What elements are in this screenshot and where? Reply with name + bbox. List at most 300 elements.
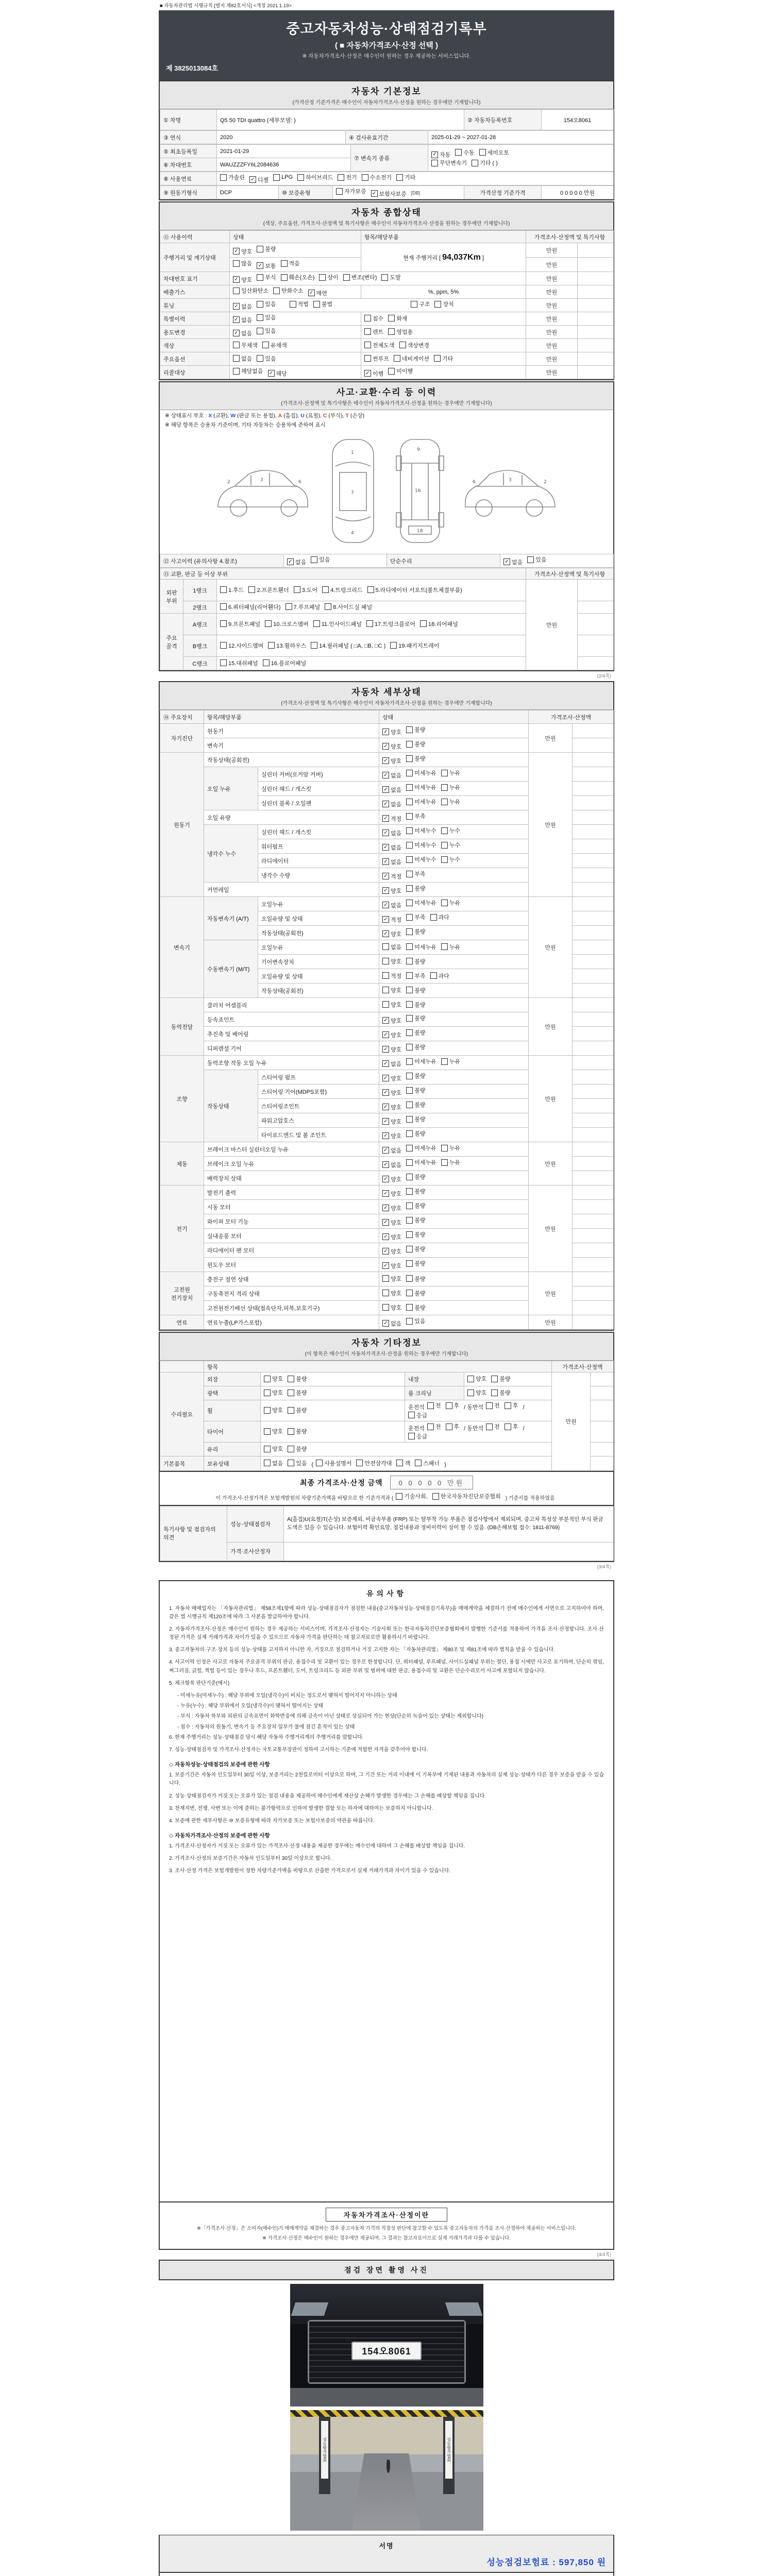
checkbox-box[interactable]: [406, 1290, 413, 1296]
checkbox-box[interactable]: [455, 149, 462, 156]
checkbox-box[interactable]: [441, 856, 448, 863]
checkbox-box[interactable]: ✓: [382, 1104, 389, 1110]
checkbox-12.사이드멤버[interactable]: [220, 641, 263, 650]
checkbox-10.크로스멤버[interactable]: [265, 620, 308, 628]
checkbox-13.휠하우스[interactable]: [268, 641, 306, 650]
checkbox-적정[interactable]: [382, 972, 401, 980]
checkbox-box[interactable]: [406, 856, 413, 863]
checkbox-box[interactable]: ✓: [382, 1147, 389, 1154]
checkbox-응급[interactable]: [408, 1411, 427, 1419]
checkbox-후[interactable]: [446, 1401, 460, 1410]
checkbox-box[interactable]: [381, 274, 388, 281]
checkbox-누유[interactable]: [441, 769, 460, 777]
checkbox-box[interactable]: [406, 799, 413, 805]
checkbox-box[interactable]: [491, 1376, 498, 1382]
checkbox-누유[interactable]: [441, 943, 460, 951]
checkbox-전[interactable]: [427, 1401, 441, 1410]
checkbox-불량[interactable]: [491, 1375, 510, 1383]
checkbox-box[interactable]: [288, 1446, 294, 1452]
checkbox-box[interactable]: ✓: [382, 1190, 389, 1197]
checkbox-box[interactable]: [406, 1159, 413, 1166]
checkbox-box[interactable]: ✓: [382, 743, 389, 750]
checkbox-box[interactable]: [394, 355, 400, 362]
checkbox-있음[interactable]: [257, 313, 276, 321]
checkbox-불량[interactable]: [406, 927, 425, 936]
checkbox-box[interactable]: [273, 287, 280, 294]
checkbox-box[interactable]: [441, 1159, 448, 1166]
checkbox-box[interactable]: [486, 1423, 493, 1430]
checkbox-LPG[interactable]: [273, 174, 293, 181]
checkbox-box[interactable]: ✓: [382, 815, 389, 822]
checkbox-5.라디에이터 서포트(볼트체결부품)[interactable]: [367, 586, 462, 594]
checkbox-box[interactable]: [486, 1402, 493, 1409]
checkbox-box[interactable]: ✓: [382, 844, 389, 851]
checkbox-box[interactable]: [220, 659, 227, 666]
checkbox-box[interactable]: ✓: [382, 728, 389, 735]
checkbox-box[interactable]: [366, 620, 373, 627]
checkbox-잭[interactable]: [396, 1459, 410, 1467]
checkbox-box[interactable]: [382, 972, 389, 979]
checkbox-3.도어[interactable]: [294, 586, 317, 594]
checkbox-box[interactable]: [388, 328, 395, 335]
checkbox-기타[interactable]: [396, 173, 415, 181]
checkbox-렌트[interactable]: [364, 328, 383, 336]
checkbox-기타 ( )[interactable]: [472, 159, 498, 167]
checkbox-box[interactable]: [408, 1412, 415, 1418]
checkbox-불량[interactable]: [406, 1289, 425, 1297]
checkbox-미세누유[interactable]: [406, 943, 436, 951]
checkbox-box[interactable]: [382, 1304, 389, 1311]
checkbox-썬루프[interactable]: [364, 354, 389, 363]
checkbox-불량[interactable]: [406, 754, 425, 762]
checkbox-있음[interactable]: [406, 1317, 425, 1325]
checkbox-box[interactable]: [406, 1275, 413, 1282]
checkbox-box[interactable]: [467, 1389, 474, 1396]
checkbox-적음[interactable]: [281, 259, 300, 267]
checkbox-적정[interactable]: [382, 916, 401, 924]
checkbox-양호[interactable]: [382, 1074, 401, 1082]
checkbox-미세누유[interactable]: [406, 769, 436, 777]
checkbox-부족[interactable]: [406, 972, 425, 980]
checkbox-box[interactable]: [367, 586, 374, 593]
checkbox-누유[interactable]: [441, 798, 460, 806]
checkbox-box[interactable]: [265, 620, 272, 627]
checkbox-box[interactable]: [257, 355, 263, 362]
checkbox-box[interactable]: [220, 620, 227, 627]
checkbox-box[interactable]: [285, 603, 292, 610]
checkbox-구조[interactable]: [411, 300, 430, 308]
checkbox-box[interactable]: ✓: [382, 1219, 389, 1226]
checkbox-부족[interactable]: [406, 870, 425, 878]
checkbox-box[interactable]: ✓: [382, 930, 389, 937]
checkbox-box[interactable]: ✓: [382, 1046, 389, 1053]
checkbox-box[interactable]: ✓: [382, 1320, 389, 1327]
checkbox-box[interactable]: [257, 314, 263, 321]
checkbox-미세누유[interactable]: [406, 783, 436, 791]
checkbox-box[interactable]: [406, 1001, 413, 1008]
checkbox-box[interactable]: [364, 315, 371, 321]
checkbox-무채색[interactable]: [233, 341, 258, 349]
checkbox-box[interactable]: [406, 1015, 413, 1022]
checkbox-box[interactable]: [406, 1145, 413, 1151]
checkbox-불량[interactable]: [406, 1100, 425, 1109]
checkbox-box[interactable]: [441, 1145, 448, 1151]
checkbox-양호[interactable]: [382, 1303, 401, 1312]
checkbox-box[interactable]: [396, 1493, 402, 1500]
checkbox-양호[interactable]: [467, 1375, 486, 1383]
checkbox-box[interactable]: ✓: [233, 248, 240, 255]
checkbox-양호[interactable]: [382, 1175, 401, 1183]
checkbox-box[interactable]: [313, 620, 320, 627]
checkbox-box[interactable]: [441, 799, 448, 805]
checkbox-없음[interactable]: [382, 800, 401, 808]
checkbox-box[interactable]: [406, 972, 413, 979]
checkbox-후[interactable]: [505, 1422, 518, 1431]
checkbox-양호[interactable]: [382, 728, 401, 736]
checkbox-box[interactable]: [388, 315, 395, 321]
checkbox-box[interactable]: [264, 1446, 271, 1452]
checkbox-box[interactable]: ✓: [382, 757, 389, 764]
checkbox-응급[interactable]: [408, 1432, 427, 1440]
checkbox-누유[interactable]: [441, 1057, 460, 1065]
checkbox-box[interactable]: [406, 827, 413, 834]
checkbox-불법[interactable]: [313, 300, 332, 308]
checkbox-유채색[interactable]: [262, 341, 287, 349]
checkbox-box[interactable]: [264, 1460, 271, 1466]
checkbox-box[interactable]: [220, 603, 227, 610]
checkbox-box[interactable]: ✓: [382, 916, 389, 923]
checkbox-box[interactable]: [336, 188, 343, 195]
checkbox-양호[interactable]: [264, 1375, 283, 1383]
checkbox-양호[interactable]: [233, 247, 252, 256]
checkbox-훼손(오손)[interactable]: [281, 273, 315, 281]
checkbox-양호[interactable]: [382, 1132, 401, 1140]
checkbox-양호[interactable]: [382, 742, 401, 751]
checkbox-불량[interactable]: [406, 1115, 425, 1123]
checkbox-box[interactable]: [430, 914, 437, 921]
checkbox-안전삼각대[interactable]: [356, 1459, 392, 1467]
checkbox-box[interactable]: [233, 355, 240, 362]
checkbox-4.트렁크리드[interactable]: [322, 586, 362, 594]
checkbox-1.후드[interactable]: [220, 586, 244, 594]
checkbox-불량[interactable]: [406, 1230, 425, 1239]
checkbox-box[interactable]: [364, 355, 371, 362]
checkbox-box[interactable]: [288, 1389, 294, 1396]
checkbox-없음[interactable]: [264, 1459, 283, 1467]
checkbox-box[interactable]: [415, 1460, 422, 1466]
checkbox-불량[interactable]: [406, 1001, 425, 1009]
checkbox-box[interactable]: ✓: [382, 1031, 389, 1038]
checkbox-box[interactable]: ✓: [233, 276, 240, 283]
checkbox-box[interactable]: [406, 928, 413, 935]
checkbox-불량[interactable]: [406, 884, 425, 892]
checkbox-미세누유[interactable]: [406, 1057, 436, 1065]
checkbox-수동[interactable]: [455, 148, 474, 157]
checkbox-box[interactable]: [441, 943, 448, 950]
checkbox-양호[interactable]: [264, 1388, 283, 1397]
checkbox-box[interactable]: [406, 1217, 413, 1224]
checkbox-부족[interactable]: [406, 812, 425, 820]
checkbox-양호[interactable]: [382, 1204, 401, 1212]
checkbox-부족[interactable]: [406, 913, 425, 921]
checkbox-box[interactable]: [311, 556, 317, 563]
checkbox-box[interactable]: [406, 1058, 413, 1065]
checkbox-양호[interactable]: [233, 276, 252, 284]
checkbox-box[interactable]: [220, 174, 227, 181]
checkbox-기타[interactable]: [434, 354, 453, 363]
checkbox-box[interactable]: [297, 174, 304, 181]
checkbox-14.필러패널 ( □A, □B, □C )[interactable]: [311, 641, 385, 650]
checkbox-없음[interactable]: [382, 1146, 401, 1155]
checkbox-양호[interactable]: [382, 1190, 401, 1198]
checkbox-box[interactable]: [257, 274, 263, 281]
checkbox-box[interactable]: [248, 586, 255, 593]
checkbox-없음[interactable]: [287, 558, 306, 566]
checkbox-적법[interactable]: [290, 300, 309, 308]
checkbox-불량[interactable]: [491, 1388, 510, 1397]
checkbox-box[interactable]: ✓: [382, 1075, 389, 1081]
checkbox-15.대쉬패널[interactable]: [220, 659, 258, 667]
checkbox-box[interactable]: [406, 770, 413, 776]
checkbox-box[interactable]: [311, 642, 317, 649]
checkbox-box[interactable]: ✓: [382, 1161, 389, 1168]
checkbox-box[interactable]: [273, 174, 280, 181]
checkbox-없음[interactable]: [382, 1161, 401, 1169]
checkbox-box[interactable]: [399, 342, 406, 348]
checkbox-없음[interactable]: [382, 858, 401, 866]
checkbox-box[interactable]: [406, 1188, 413, 1195]
checkbox-box[interactable]: ✓: [382, 873, 389, 879]
checkbox-box[interactable]: ✓: [268, 370, 275, 377]
checkbox-17.트렁크플로어[interactable]: [366, 620, 415, 628]
checkbox-box[interactable]: [479, 149, 486, 156]
checkbox-box[interactable]: [406, 726, 413, 733]
checkbox-양호[interactable]: [382, 1289, 401, 1297]
checkbox-box[interactable]: [316, 1460, 323, 1466]
checkbox-기술사회,[interactable]: [396, 1492, 428, 1500]
checkbox-전기[interactable]: [338, 173, 357, 181]
checkbox-box[interactable]: ✓: [382, 786, 389, 793]
checkbox-불량[interactable]: [406, 1303, 425, 1312]
checkbox-box[interactable]: [441, 900, 448, 906]
checkbox-9.프론트패널[interactable]: [220, 620, 260, 628]
checkbox-불량[interactable]: [406, 1259, 425, 1267]
checkbox-양호[interactable]: [264, 1445, 283, 1453]
checkbox-누유[interactable]: [441, 899, 460, 907]
checkbox-양호[interactable]: [264, 1406, 283, 1414]
checkbox-box[interactable]: [406, 987, 413, 993]
checkbox-box[interactable]: [491, 1389, 498, 1396]
checkbox-사용설명서[interactable]: [316, 1459, 351, 1467]
checkbox-box[interactable]: [388, 368, 395, 375]
checkbox-box[interactable]: [382, 943, 389, 950]
checkbox-11.인사이드패널[interactable]: [313, 620, 362, 628]
checkbox-도말[interactable]: [381, 273, 400, 281]
checkbox-box[interactable]: [406, 1029, 413, 1036]
checkbox-불량[interactable]: [406, 986, 425, 994]
checkbox-box[interactable]: [406, 1260, 413, 1267]
checkbox-box[interactable]: [406, 1304, 413, 1311]
checkbox-box[interactable]: ✓: [382, 1233, 389, 1240]
checkbox-디젤[interactable]: [249, 176, 268, 184]
checkbox-자동[interactable]: [431, 150, 450, 159]
checkbox-box[interactable]: [527, 556, 534, 563]
checkbox-부식[interactable]: [257, 273, 276, 281]
checkbox-16.플로어패널[interactable]: [263, 659, 306, 667]
checkbox-양호[interactable]: [382, 1233, 401, 1241]
checkbox-box[interactable]: [262, 342, 269, 348]
checkbox-box[interactable]: [467, 1376, 474, 1382]
checkbox-box[interactable]: [263, 659, 270, 666]
checkbox-box[interactable]: ✓: [382, 801, 389, 807]
checkbox-box[interactable]: [396, 1460, 403, 1466]
checkbox-변조(변타)[interactable]: [343, 273, 377, 281]
checkbox-box[interactable]: ✓: [371, 190, 378, 197]
checkbox-box[interactable]: [472, 160, 478, 166]
checkbox-양호[interactable]: [382, 1089, 401, 1097]
checkbox-box[interactable]: [441, 770, 448, 776]
checkbox-무단변속기[interactable]: [431, 159, 467, 167]
checkbox-양호[interactable]: [382, 1117, 401, 1126]
checkbox-양호[interactable]: [382, 1031, 401, 1039]
checkbox-box[interactable]: ✓: [382, 1262, 389, 1269]
checkbox-box[interactable]: [319, 274, 326, 281]
checkbox-8.사이드실 패널[interactable]: [325, 603, 372, 611]
checkbox-box[interactable]: [406, 784, 413, 791]
checkbox-box[interactable]: ✓: [503, 558, 510, 565]
checkbox-box[interactable]: [427, 1423, 434, 1430]
checkbox-box[interactable]: [406, 871, 413, 877]
checkbox-box[interactable]: ✓: [382, 772, 389, 778]
checkbox-box[interactable]: [281, 260, 288, 267]
checkbox-box[interactable]: ✓: [382, 1205, 389, 1211]
checkbox-불량[interactable]: [406, 1245, 425, 1253]
checkbox-box[interactable]: ✓: [382, 902, 389, 908]
checkbox-양호[interactable]: [382, 1262, 401, 1270]
checkbox-box[interactable]: [406, 914, 413, 921]
checkbox-양호[interactable]: [382, 1218, 401, 1227]
checkbox-없음[interactable]: [382, 843, 401, 852]
checkbox-box[interactable]: [288, 1376, 294, 1382]
checkbox-불량[interactable]: [406, 1129, 425, 1138]
checkbox-box[interactable]: [220, 642, 227, 649]
checkbox-box[interactable]: [406, 958, 413, 964]
checkbox-box[interactable]: ✓: [431, 151, 438, 158]
checkbox-box[interactable]: [441, 827, 448, 834]
checkbox-box[interactable]: [406, 741, 413, 748]
checkbox-양호[interactable]: [382, 1001, 401, 1009]
checkbox-색상변경[interactable]: [399, 341, 430, 349]
checkbox-누수[interactable]: [441, 826, 460, 835]
checkbox-하이브리드[interactable]: [297, 173, 333, 181]
checkbox-불량[interactable]: [257, 245, 276, 253]
checkbox-box[interactable]: [233, 260, 240, 267]
checkbox-불량[interactable]: [406, 957, 425, 965]
checkbox-box[interactable]: [505, 1423, 511, 1430]
checkbox-box[interactable]: [364, 328, 371, 335]
checkbox-box[interactable]: [406, 1174, 413, 1180]
checkbox-불량[interactable]: [288, 1375, 307, 1383]
checkbox-있음[interactable]: [311, 555, 330, 564]
checkbox-box[interactable]: [382, 1290, 389, 1296]
checkbox-box[interactable]: [362, 174, 368, 181]
checkbox-19.패키지트레이[interactable]: [390, 641, 439, 650]
checkbox-적정[interactable]: [382, 872, 401, 880]
checkbox-box[interactable]: [431, 160, 438, 166]
checkbox-자가보증[interactable]: [336, 187, 366, 195]
checkbox-box[interactable]: ✓: [382, 1017, 389, 1024]
checkbox-양호[interactable]: [382, 986, 401, 994]
checkbox-box[interactable]: ✓: [382, 1248, 389, 1255]
checkbox-box[interactable]: [427, 1402, 434, 1409]
checkbox-box[interactable]: [408, 1433, 415, 1439]
checkbox-미세누수[interactable]: [406, 841, 436, 849]
checkbox-box[interactable]: [432, 1493, 439, 1500]
checkbox-전[interactable]: [486, 1422, 500, 1431]
checkbox-탄화수소[interactable]: [273, 286, 304, 295]
checkbox-box[interactable]: [406, 1101, 413, 1108]
checkbox-box[interactable]: [325, 603, 331, 610]
checkbox-침수[interactable]: [364, 314, 383, 323]
checkbox-box[interactable]: ✓: [382, 1118, 389, 1125]
checkbox-18.리어패널[interactable]: [420, 620, 458, 628]
checkbox-불량[interactable]: [288, 1406, 307, 1414]
checkbox-box[interactable]: ✓: [382, 887, 389, 894]
checkbox-없음[interactable]: [382, 1319, 401, 1328]
checkbox-box[interactable]: [390, 642, 397, 649]
checkbox-후[interactable]: [505, 1401, 518, 1410]
checkbox-영업용[interactable]: [388, 328, 413, 336]
checkbox-box[interactable]: [406, 755, 413, 762]
checkbox-없음[interactable]: [233, 329, 252, 337]
checkbox-양호[interactable]: [382, 757, 401, 765]
checkbox-box[interactable]: ✓: [382, 1089, 389, 1096]
checkbox-box[interactable]: ✓: [249, 176, 256, 183]
checkbox-box[interactable]: [396, 174, 403, 181]
checkbox-일산화탄소[interactable]: [233, 286, 268, 295]
checkbox-box[interactable]: [382, 1001, 389, 1008]
checkbox-미세누유[interactable]: [406, 1158, 436, 1166]
checkbox-box[interactable]: [441, 784, 448, 791]
checkbox-가솔린[interactable]: [220, 173, 245, 181]
checkbox-누수[interactable]: [441, 855, 460, 863]
checkbox-box[interactable]: ✓: [287, 558, 294, 565]
checkbox-장치[interactable]: [434, 300, 453, 308]
checkbox-양호[interactable]: [382, 1045, 401, 1054]
checkbox-box[interactable]: [264, 1428, 271, 1435]
checkbox-box[interactable]: [406, 1231, 413, 1238]
checkbox-box[interactable]: [446, 1423, 452, 1430]
checkbox-미이행[interactable]: [388, 367, 413, 375]
checkbox-box[interactable]: [233, 368, 240, 375]
checkbox-있음[interactable]: [257, 327, 276, 335]
checkbox-box[interactable]: [441, 842, 448, 849]
checkbox-box[interactable]: [257, 301, 263, 308]
checkbox-세미오토[interactable]: [479, 148, 510, 157]
checkbox-box[interactable]: [264, 1407, 271, 1414]
checkbox-box[interactable]: [441, 1058, 448, 1065]
checkbox-box[interactable]: ✓: [382, 858, 389, 865]
checkbox-box[interactable]: ✓: [308, 290, 315, 296]
checkbox-box[interactable]: [356, 1460, 363, 1466]
checkbox-과다[interactable]: [430, 972, 449, 980]
checkbox-많음[interactable]: [233, 259, 252, 267]
checkbox-불량[interactable]: [406, 740, 425, 748]
checkbox-후[interactable]: [446, 1422, 460, 1431]
checkbox-box[interactable]: ✓: [382, 1060, 389, 1067]
checkbox-불량[interactable]: [406, 1187, 425, 1195]
checkbox-box[interactable]: [294, 586, 300, 593]
